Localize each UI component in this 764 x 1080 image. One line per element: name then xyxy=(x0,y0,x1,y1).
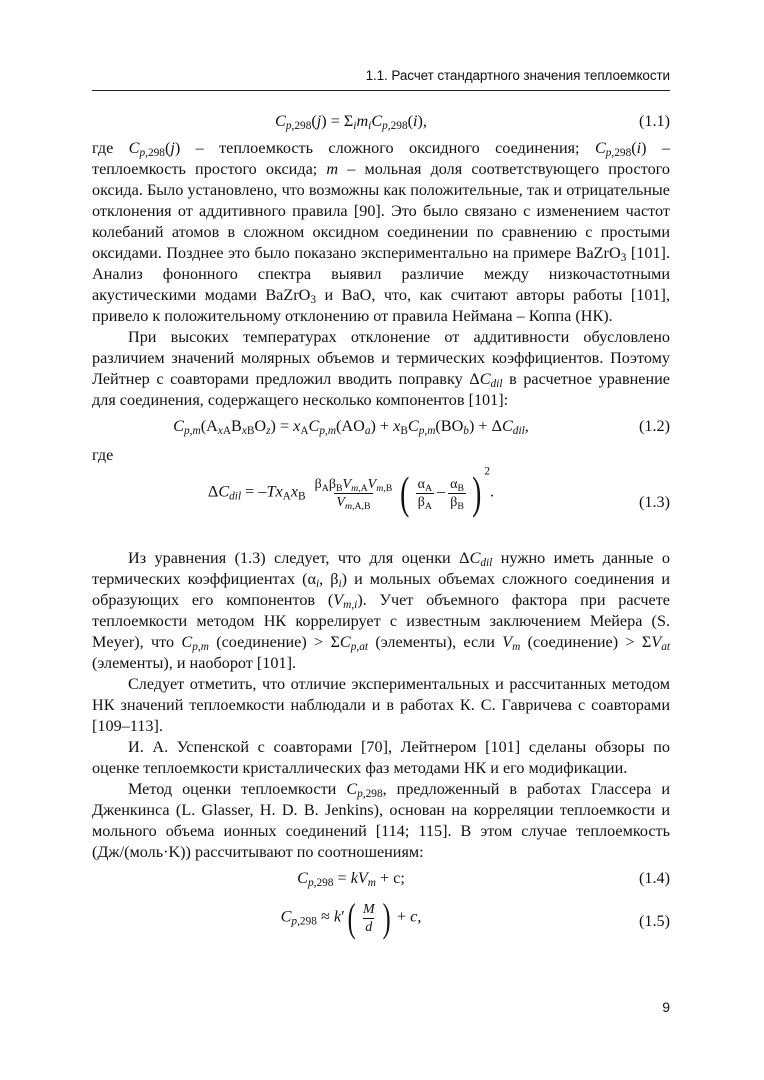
p1-text-e: и BaO, что, как считают авторы работы [101], привело к положительному отклонению от правила Неймана – Коппа (НК). xyxy=(92,286,670,325)
equation-1-1-number: (1.1) xyxy=(638,112,670,130)
equation-1-3 xyxy=(92,465,670,540)
p3-text-e: ). Учет объемного фактора при расчете теплоемкости методом НК коррелирует с известным заключением Мейера (S. Meyer), что xyxy=(92,591,670,651)
p6-text-a: Метод оценки теплоемкости xyxy=(128,780,347,798)
paragraph-1: где $C_{p,298}(j)$ – теплоемкость сложного оксидного соединения; $C_{p,298}(i)$ – теплоемкость простого оксида; m – мольная доля соответствующего простого оксида. Было установлено, что возможны как положительные, так и отрицательные отклонения от аддитивного правила [90]. Это было связано с изменением частот колебаний атомов в сложном оксидном соединении по сравнению с простыми оксидами. Позднее это было показано экспериментально на примере BaZrO$_3$ [101]. Анализ фононного спектра выявил различие между низкочастотными акустическими модами BaZrO$_3$ и BaO, что, как считают авторы работы [101], привело к положительному отклонению от правила Неймана – Коппа (НК). xyxy=(92,139,671,325)
equation-1-4-number: (1.4) xyxy=(638,869,670,887)
equation-1-2-number: (1.2) xyxy=(638,417,670,435)
page-body xyxy=(92,106,670,949)
p3-text-g: (элементы), если xyxy=(368,633,503,651)
header-divider xyxy=(92,90,670,91)
paragraph-2: При высоких температурах отклонение от аддитивности обусловлено различием значений молярных объемов и термических коэффициентов. Поэтому Лейтнер с соавторами предложил вводить поправку $\Delta C_{dil}$ в расчетное уравнение для соединения, содержащего несколько компонентов [101]: xyxy=(92,328,670,409)
p6-text-b: , предложенный в работах Глассера и Дженкинса (L. Glasser, H. D. B. Jenkins), основан на корреляции теплоемкости и мольного объема ионных соединений [114; 115]. В этом случае теплоемкость (Дж/(моль·K)) рассчитывают по соотношениям: xyxy=(92,780,670,861)
p3-text-d: ) и мольных объемах сложного соединения и образующих его компонентов ( xyxy=(92,570,670,609)
p3-text-h: (соединение) > Σ xyxy=(520,633,652,651)
p2-text-a: При высоких температурах отклонение от аддитивности обусловлено различием значений молярных объемов и термических коэффициентов. Поэтому Лейтнер с соавторами предложил вводить поправку Δ xyxy=(92,328,670,388)
equation-1-3-number: (1.3) xyxy=(638,493,670,511)
p2-text-b: в расчетное уравнение для соединения, содержащего несколько компонентов [101]: xyxy=(92,370,670,409)
equation-1-4 xyxy=(92,865,670,893)
equation-1-5-formula: $C_{p,298} \approx k'$( $\frac{M}{d}$ ) + c, xyxy=(280,895,422,940)
p1-text-b: – теплоемкость простого оксида; xyxy=(92,139,671,178)
equation-1-3-formula: $\Delta C_{dil} = -Tx_Ax_B$ $\frac{\beta_A\beta_BV_{m,A}V_{m,B}}{V_{m,A,B}}$ ( $\frac{\alpha_A}{\beta_A}$ – $\frac{\alpha_B}{\beta_B}$ ) $^2$. xyxy=(207,465,495,518)
p1-text-d: [101]. Анализ фононного спектра выявил различие между низкочастотными акустическими модами BaZrO xyxy=(92,244,670,304)
paragraph-3: Из уравнения (1.3) следует, что для оценки $\Delta C_{dil}$ нужно иметь данные о термических коэффициентах ($\alpha_i$, $\beta_i$) и мольных объемах сложного соединения и образующих его компонентов $(V_{m,i})$. Учет объемного фактора при расчете теплоемкости методом НК коррелирует с известным заключением Мейера (S. Meyer), что $C_{p,m}$ (соединение) > $\Sigma C_{p,at}$ (элементы), если $V_m$ (соединение) > $\Sigma V_{at}$ (элементы), и наоборот [101]. xyxy=(92,549,671,672)
p1-text-a: – теплоемкость сложного оксидного соединения; xyxy=(195,139,595,157)
equation-1-4-formula: $C_{p,298} = kV_m + c$; xyxy=(297,869,405,889)
equation-1-2-formula: $C_{p,m}(A_{xA}B_{xB}O_z) = x_AC_{p,m}(AO_a) + x_BC_{p,m}(BO_b) + \Delta C_{dil}$, xyxy=(173,417,529,437)
p3-text-i: (элементы), и наоборот [101]. xyxy=(92,654,297,672)
page-number: 9 xyxy=(662,999,670,1015)
p3-text-b: нужно иметь данные о термических коэффициентах (α xyxy=(92,549,670,588)
running-header: 1.1. Расчет стандартного значения теплоемкости xyxy=(365,68,670,83)
p3-text-a: Из уравнения (1.3) следует, что для оценки Δ xyxy=(128,549,470,567)
paragraph-5: И. А. Успенской с соавторами [70], Лейтнером [101] сделаны обзоры по оценке теплоемкости кристаллических фаз методами НК и его модификации. xyxy=(92,738,670,777)
p3-text-c: , β xyxy=(319,570,339,588)
equation-1-5 xyxy=(92,895,670,945)
equation-1-5-number: (1.5) xyxy=(638,912,670,930)
paragraph-4: Следует отметить, что отличие экспериментальных и рассчитанных методом НК значений теплоемкости наблюдали и в работах К. С. Гавричева с соавторами [109–113]. xyxy=(92,675,670,735)
p3-text-f: (соединение) > Σ xyxy=(208,633,340,651)
paragraph-6: Метод оценки теплоемкости $C_{p,298}$, предложенный в работах Глассера и Дженкинса (L. Glasser, H. D. B. Jenkins), основан на корреляции теплоемкости и мольного объема ионных соединений [114; 115]. В этом случае теплоемкость (Дж/(моль·K)) рассчитывают по соотношениям: xyxy=(92,780,670,861)
equation-1-1-formula: $C_{p,298}(j) = \Sigma_im_iC_{p,298}(i)$, xyxy=(275,112,427,132)
equation-1-1 xyxy=(92,108,670,136)
equation-1-2 xyxy=(92,413,670,441)
p1-text-c: – мольная доля соответствующего простого оксида. Было установлено, что возможны как положительные, так и отрицательные отклонения от аддитивного правила [90]. Это было связано с изменением частот колебаний атомов в сложном оксидном соединении по сравнению с простыми оксидами. Позднее это было показано экспериментально на примере BaZrO xyxy=(92,160,670,262)
where-label: где xyxy=(92,446,114,464)
